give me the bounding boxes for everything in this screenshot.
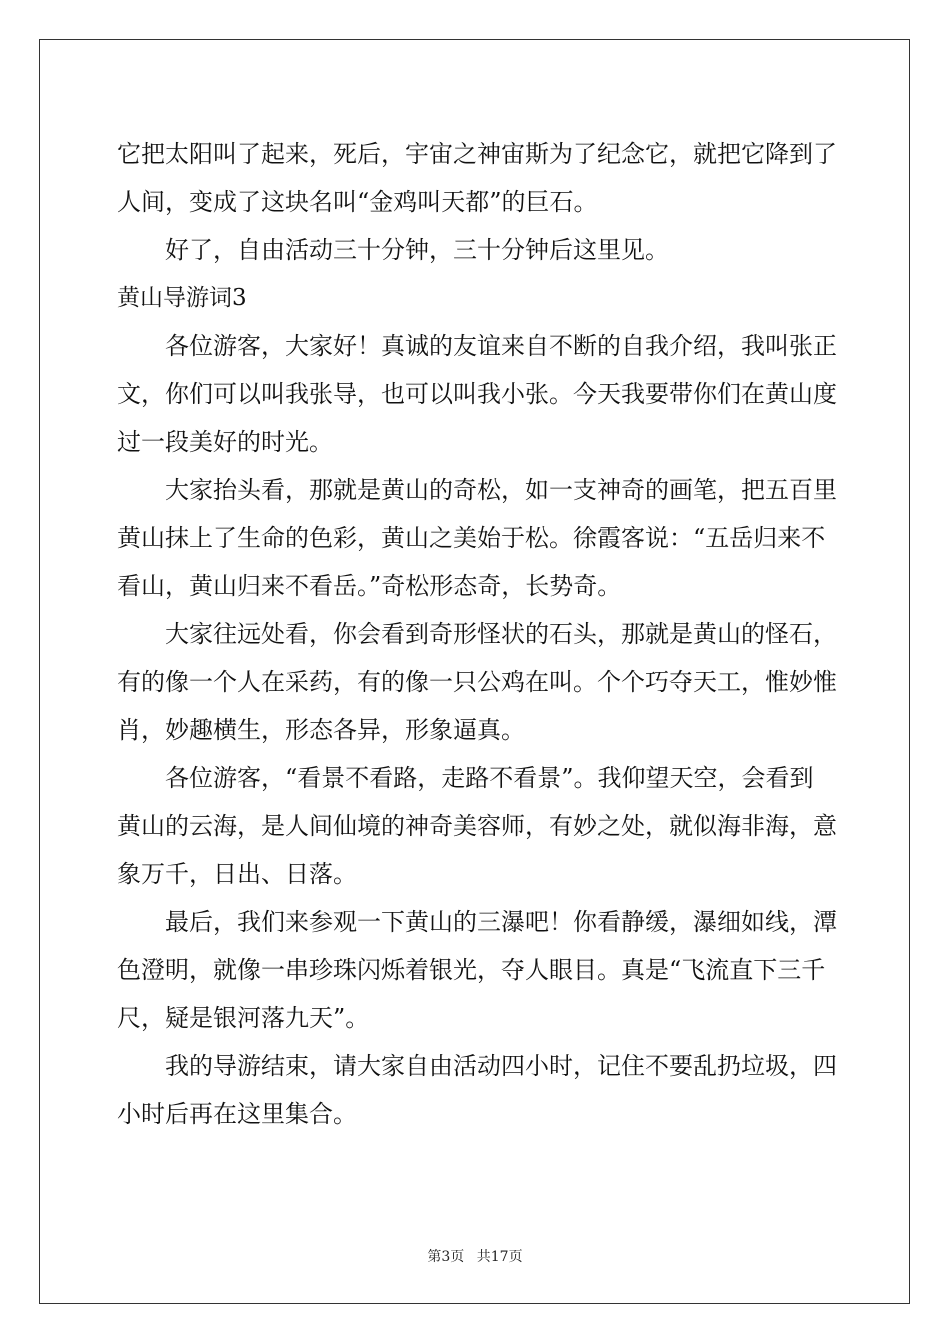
- text-line: 大家抬头看，那就是黄山的奇松，如一支神奇的画笔，把五百里: [165, 476, 837, 504]
- text-line: 肖，妙趣横生，形态各异，形象逼真。: [117, 716, 525, 744]
- text-line: 象万千，日出、日落。: [117, 860, 357, 888]
- text-line: 好了，自由活动三十分钟，三十分钟后这里见。: [165, 236, 669, 264]
- text-line: 最后，我们来参观一下黄山的三瀑吧！你看静缓，瀑细如线，潭: [165, 908, 837, 936]
- text-line: 尺，疑是银河落九天”。: [117, 1004, 370, 1032]
- text-line: 有的像一个人在采药，有的像一只公鸡在叫。个个巧夺天工，惟妙惟: [117, 668, 837, 696]
- page-number: 第3页: [427, 1249, 465, 1265]
- text-line: 人间，变成了这块名叫“金鸡叫天都”的巨石。: [117, 188, 598, 216]
- page-footer: [0, 1246, 950, 1266]
- text-line: 色澄明，就像一串珍珠闪烁着银光，夺人眼目。真是“飞流直下三千: [117, 956, 826, 984]
- text-line: 过一段美好的时光。: [117, 428, 333, 456]
- text-line: 大家往远处看，你会看到奇形怪状的石头，那就是黄山的怪石，: [165, 620, 837, 648]
- text-line: 我的导游结束，请大家自由活动四小时，记住不要乱扔垃圾，四: [165, 1052, 837, 1080]
- document-body: [117, 130, 837, 1138]
- text-line: 文，你们可以叫我张导，也可以叫我小张。今天我要带你们在黄山度: [117, 380, 837, 408]
- text-line: 黄山抹上了生命的色彩，黄山之美始于松。徐霞客说：“五岳归来不: [117, 524, 826, 552]
- text-line: 小时后再在这里集合。: [117, 1100, 357, 1128]
- text-line: 各位游客，“看景不看路，走路不看景”。我仰望天空，会看到: [165, 764, 814, 792]
- page-total: 共17页: [476, 1249, 523, 1265]
- text-line: 黄山的云海，是人间仙境的神奇美容师，有妙之处，就似海非海，意: [117, 812, 837, 840]
- section-heading: 黄山导游词3: [117, 285, 247, 311]
- text-line: 各位游客，大家好！真诚的友谊来自不断的自我介绍，我叫张正: [165, 332, 837, 360]
- text-line: 它把太阳叫了起来，死后，宇宙之神宙斯为了纪念它，就把它降到了: [117, 140, 837, 168]
- text-line: 看山，黄山归来不看岳。”奇松形态奇，长势奇。: [117, 572, 622, 600]
